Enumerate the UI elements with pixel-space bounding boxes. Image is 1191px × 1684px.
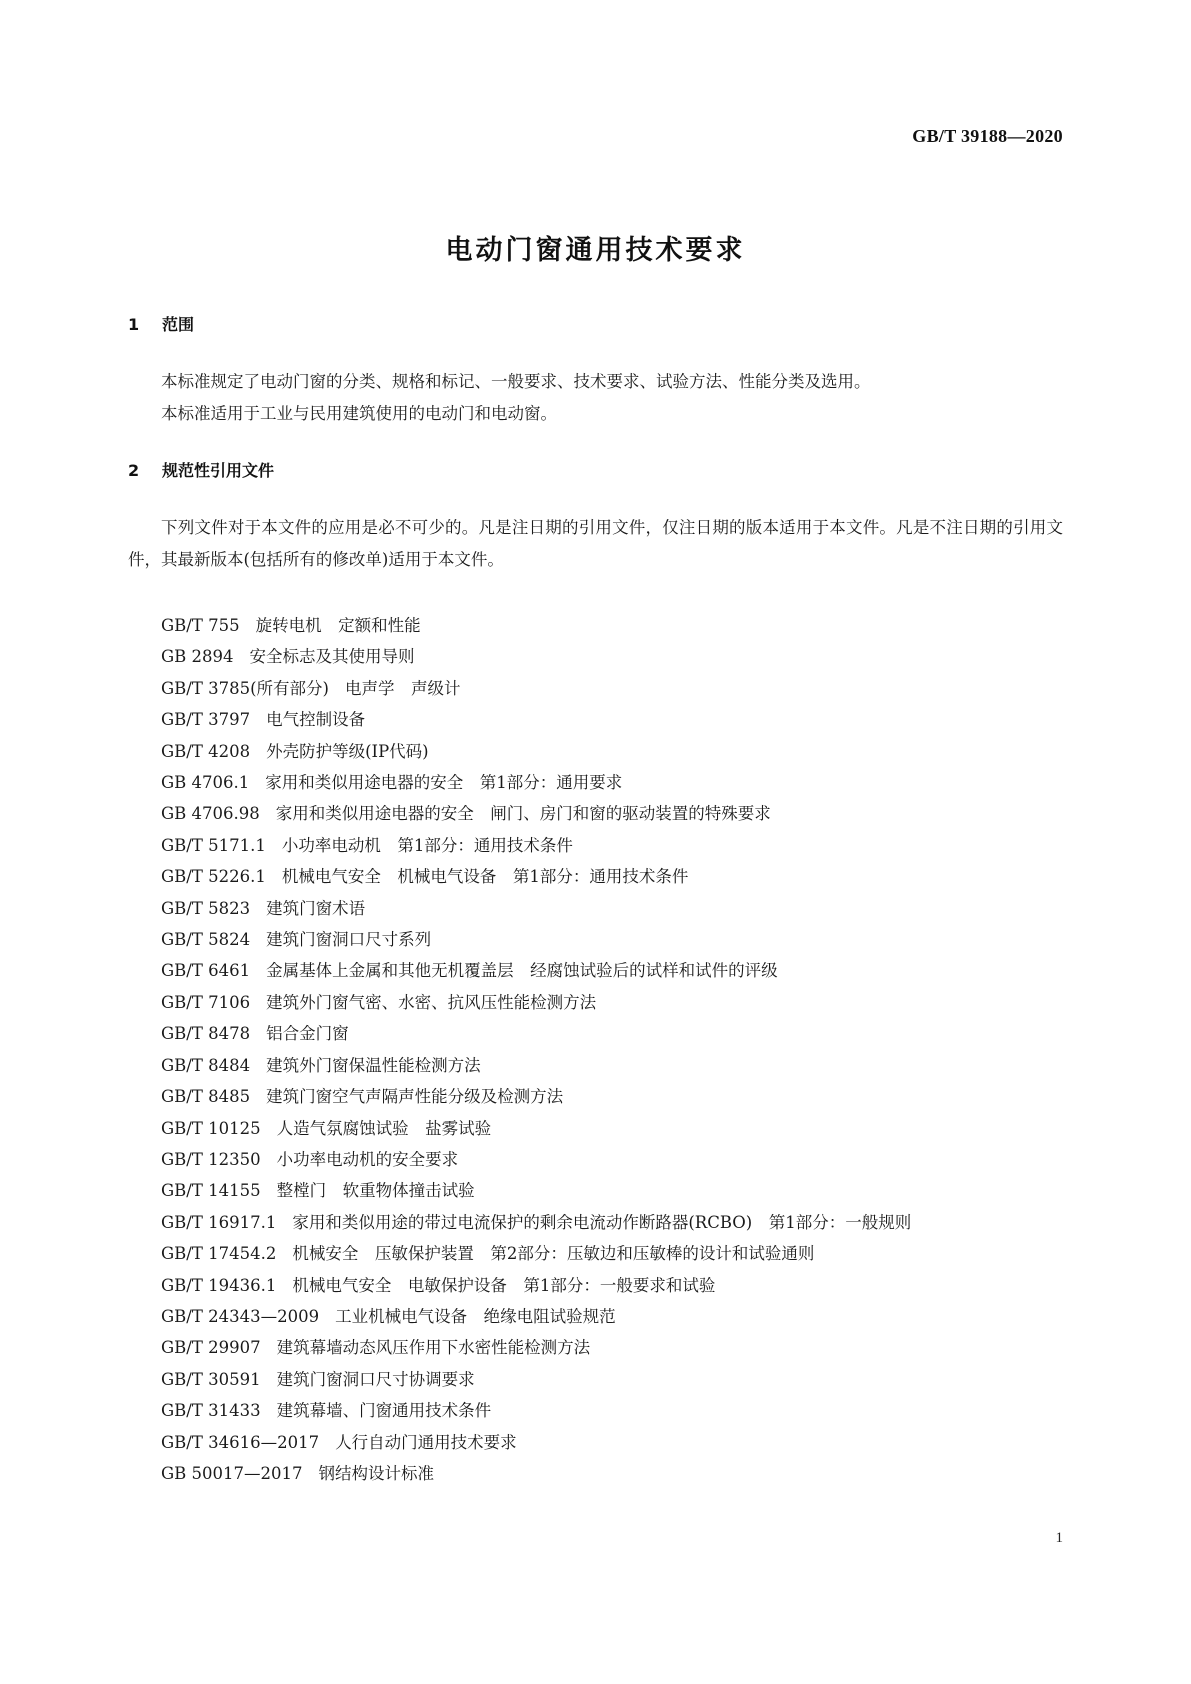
reference-title: 人行自动门通用技术要求 (335, 1432, 517, 1452)
section-title: 规范性引用文件 (162, 461, 275, 480)
reference-code: GB/T 14155 (161, 1181, 261, 1201)
reference-title: 钢结构设计标准 (318, 1463, 435, 1483)
reference-title: 家用和类似用途电器的安全 第1部分：通用要求 (265, 773, 623, 793)
reference-title: 工业机械电气设备 绝缘电阻试验规范 (335, 1306, 616, 1326)
reference-title: 整樘门 软重物体撞击试验 (276, 1181, 475, 1201)
reference-title: 建筑外门窗保温性能检测方法 (266, 1055, 481, 1075)
reference-code: GB/T 7106 (161, 992, 251, 1012)
reference-item (128, 1207, 1063, 1238)
reference-title: 外壳防护等级(IP代码) (266, 741, 429, 761)
reference-title: 建筑门窗洞口尺寸系列 (266, 930, 432, 950)
reference-item (128, 798, 1063, 829)
reference-item (128, 673, 1063, 704)
reference-code: GB/T 3797 (161, 710, 251, 730)
reference-title: 机械安全 压敏保护装置 第2部分：压敏边和压敏棒的设计和试验通则 (292, 1244, 815, 1264)
reference-code: GB/T 16917.1 (161, 1212, 277, 1232)
reference-title: 小功率电动机的安全要求 (276, 1149, 459, 1169)
section-number: 1 (128, 315, 140, 334)
reference-item (128, 1113, 1063, 1144)
reference-code: GB/T 6461 (161, 961, 251, 981)
reference-code: GB/T 3785(所有部分) (161, 678, 329, 698)
reference-code: GB/T 29907 (161, 1338, 261, 1358)
reference-item (128, 1364, 1063, 1395)
reference-code: GB/T 4208 (161, 741, 251, 761)
reference-code: GB 4706.98 (161, 804, 260, 824)
reference-title: 建筑幕墙、门窗通用技术条件 (276, 1401, 492, 1421)
reference-title: 小功率电动机 第1部分：通用技术条件 (281, 835, 573, 855)
reference-item (128, 767, 1063, 798)
reference-code: GB/T 5171.1 (161, 835, 266, 855)
reference-item (128, 1458, 1063, 1489)
section-1-heading (128, 312, 194, 335)
reference-item (128, 893, 1063, 924)
reference-title: 建筑门窗洞口尺寸协调要求 (276, 1369, 475, 1389)
reference-item (128, 736, 1063, 767)
reference-item (128, 987, 1063, 1018)
reference-title: 建筑门窗空气声隔声性能分级及检测方法 (266, 1087, 564, 1107)
reference-code: GB/T 31433 (161, 1401, 261, 1421)
reference-item (128, 1175, 1063, 1206)
reference-item (128, 1144, 1063, 1175)
document-title: 电动门窗通用技术要求 (445, 235, 746, 266)
page-number: 1 (1055, 1530, 1063, 1546)
reference-title: 建筑门窗术语 (266, 898, 366, 918)
reference-code: GB/T 8484 (161, 1055, 251, 1075)
reference-code: GB/T 34616—2017 (161, 1432, 320, 1452)
reference-code: GB/T 19436.1 (161, 1275, 277, 1295)
reference-item (128, 610, 1063, 641)
reference-title: 机械电气安全 机械电气设备 第1部分：通用技术条件 (281, 867, 689, 887)
reference-item (128, 1301, 1063, 1332)
section-2-heading (128, 458, 274, 481)
reference-list (128, 610, 1063, 1489)
reference-code: GB/T 8485 (161, 1087, 251, 1107)
reference-item (128, 1050, 1063, 1081)
reference-title: 金属基体上金属和其他无机覆盖层 经腐蚀试验后的试样和试件的评级 (266, 961, 778, 981)
reference-code: GB/T 24343—2009 (161, 1306, 320, 1326)
reference-item (128, 1018, 1063, 1049)
reference-code: GB 50017—2017 (161, 1463, 303, 1483)
section-1-paragraph: 本标准规定了电动门窗的分类、规格和标记、一般要求、技术要求、试验方法、性能分类及选用。 (161, 372, 871, 391)
reference-code: GB 4706.1 (161, 773, 250, 793)
reference-title: 电声学 声级计 (344, 678, 461, 698)
reference-item (128, 924, 1063, 955)
reference-code: GB/T 5226.1 (161, 867, 266, 887)
reference-title: 家用和类似用途电器的安全 闸门、房门和窗的驱动装置的特殊要求 (275, 804, 771, 824)
section-title: 范围 (162, 315, 195, 334)
reference-code: GB/T 30591 (161, 1369, 261, 1389)
reference-item (128, 1395, 1063, 1426)
reference-title: 旋转电机 定额和性能 (255, 616, 421, 635)
reference-item (128, 1270, 1063, 1301)
reference-code: GB/T 12350 (161, 1149, 261, 1169)
reference-item (128, 955, 1063, 986)
reference-title: 铝合金门窗 (266, 1024, 349, 1044)
reference-item (128, 830, 1063, 861)
standard-code: GB/T 39188—2020 (912, 126, 1063, 146)
section-1-paragraph: 本标准适用于工业与民用建筑使用的电动门和电动窗。 (161, 404, 557, 423)
reference-title: 家用和类似用途的带过电流保护的剩余电流动作断路器(RCBO) 第1部分：一般规则 (292, 1212, 912, 1232)
reference-item (128, 1332, 1063, 1363)
reference-code: GB/T 8478 (161, 1024, 251, 1044)
reference-code: GB/T 755 (161, 616, 240, 635)
reference-item (128, 1081, 1063, 1112)
reference-code: GB/T 17454.2 (161, 1244, 277, 1264)
section-number: 2 (128, 461, 140, 480)
reference-item (128, 641, 1063, 672)
reference-title: 电气控制设备 (266, 710, 366, 730)
reference-title: 机械电气安全 电敏保护设备 第1部分：一般要求和试验 (292, 1275, 716, 1295)
reference-title: 安全标志及其使用导则 (249, 647, 415, 667)
reference-title: 人造气氛腐蚀试验 盐雾试验 (276, 1118, 492, 1138)
reference-item (128, 704, 1063, 735)
reference-title: 建筑幕墙动态风压作用下水密性能检测方法 (276, 1338, 591, 1358)
reference-code: GB/T 5823 (161, 898, 251, 918)
reference-title: 建筑外门窗气密、水密、抗风压性能检测方法 (266, 992, 597, 1012)
reference-code: GB/T 5824 (161, 930, 251, 950)
reference-item (128, 1238, 1063, 1269)
reference-item (128, 861, 1063, 892)
section-2-paragraph: 下列文件对于本文件的应用是必不可少的。凡是注日期的引用文件，仅注日期的版本适用于本文件。凡是不注日期的引用文件，其最新版本(包括所有的修改单)适用于本文件。 (128, 518, 1063, 569)
reference-code: GB 2894 (161, 647, 234, 667)
reference-item (128, 1427, 1063, 1458)
reference-code: GB/T 10125 (161, 1118, 261, 1138)
